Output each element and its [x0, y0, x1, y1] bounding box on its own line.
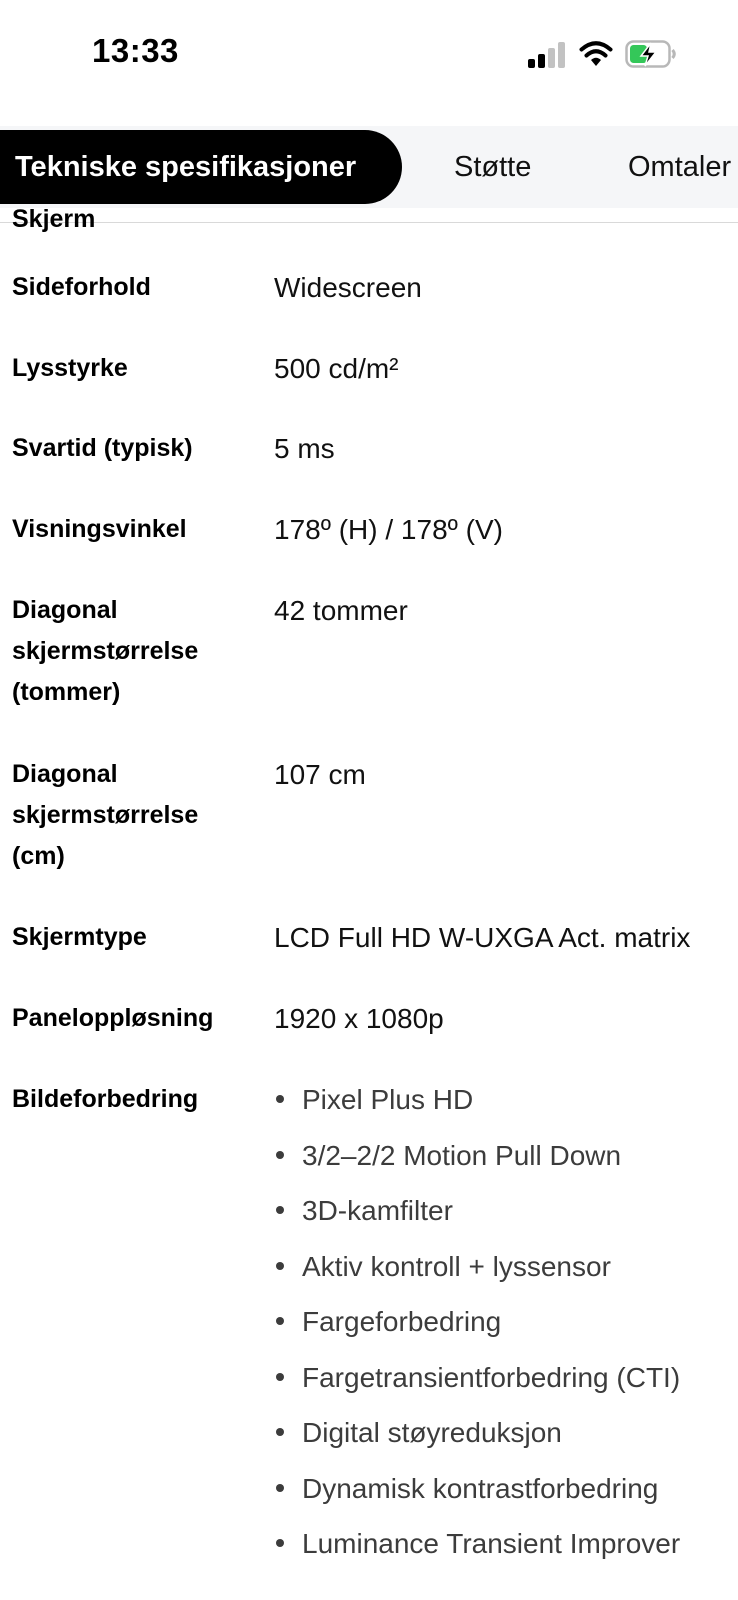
battery-charging-icon: [625, 40, 677, 68]
spec-label: Skjermtype: [12, 923, 147, 951]
list-item: [274, 1468, 734, 1524]
feature-list: [274, 1079, 734, 1579]
bullet-icon: [276, 1484, 284, 1492]
status-bar: [0, 0, 738, 110]
list-item-label: Pixel Plus HD: [302, 1084, 474, 1115]
list-item-label: 3D-kamfilter: [302, 1195, 453, 1226]
list-item: [274, 1079, 734, 1135]
spec-value: 178º (H) / 178º (V): [274, 514, 503, 545]
bullet-icon: [276, 1206, 284, 1214]
spec-value: 107 cm: [274, 759, 366, 790]
spec-label: Paneloppløsning: [12, 1004, 214, 1032]
spec-label-partial: Skjerm: [12, 205, 96, 233]
spec-label: Bildeforbedring: [12, 1085, 199, 1113]
bullet-icon: [276, 1317, 284, 1325]
bullet-icon: [276, 1151, 284, 1159]
spec-label: Diagonal skjermstørrelse (cm): [12, 760, 199, 870]
list-item-label: Digital støyreduksjon: [302, 1417, 562, 1448]
list-item-label: 3/2–2/2 Motion Pull Down: [302, 1139, 622, 1171]
tab-technical-specifications[interactable]: Tekniske spesifikasjoner: [0, 130, 402, 204]
bullet-icon: [276, 1539, 284, 1547]
spec-label: Sideforhold: [12, 273, 151, 301]
spec-value: 1920 x 1080p: [274, 1003, 444, 1034]
bullet-icon: [276, 1428, 284, 1436]
spec-value: Widescreen: [274, 272, 422, 303]
spec-list: [0, 205, 738, 1600]
list-item: [274, 1190, 734, 1246]
list-item-label: Luminance Transient Improver: [302, 1528, 681, 1559]
spec-value: 42 tommer: [274, 595, 408, 626]
list-item: [274, 1412, 734, 1468]
bullet-icon: [276, 1373, 284, 1381]
tab-strip: [0, 126, 738, 208]
list-item: [274, 1357, 734, 1413]
list-item-label: Fargetransientforbedring (CTI): [302, 1361, 681, 1393]
cellular-signal-icon: [528, 42, 568, 68]
spec-value: LCD Full HD W-UXGA Act. matrix: [274, 922, 691, 953]
list-item-label: Fargeforbedring: [302, 1306, 502, 1337]
list-item: [274, 1523, 734, 1579]
spec-value: 500 cd/m²: [274, 353, 399, 384]
list-item-label: Aktiv kontroll + lyssensor: [302, 1250, 611, 1282]
wifi-icon: [579, 40, 613, 68]
spec-label: Svartid (typisk): [12, 434, 193, 462]
status-time: 13:33: [92, 32, 179, 69]
bullet-icon: [276, 1095, 284, 1103]
list-item: [274, 1246, 734, 1302]
spec-label: Lysstyrke: [12, 354, 128, 382]
tab-support[interactable]: Støtte: [454, 151, 532, 183]
spec-label: Diagonal skjermstørrelse (tommer): [12, 596, 199, 706]
list-item: [274, 1135, 734, 1191]
tab-reviews[interactable]: Omtaler: [628, 151, 732, 183]
list-item-label: Dynamisk kontrastforbedring: [302, 1472, 659, 1504]
list-item: [274, 1301, 734, 1357]
spec-label: Visningsvinkel: [12, 515, 187, 543]
bullet-icon: [276, 1262, 284, 1270]
spec-value: 5 ms: [274, 433, 335, 464]
